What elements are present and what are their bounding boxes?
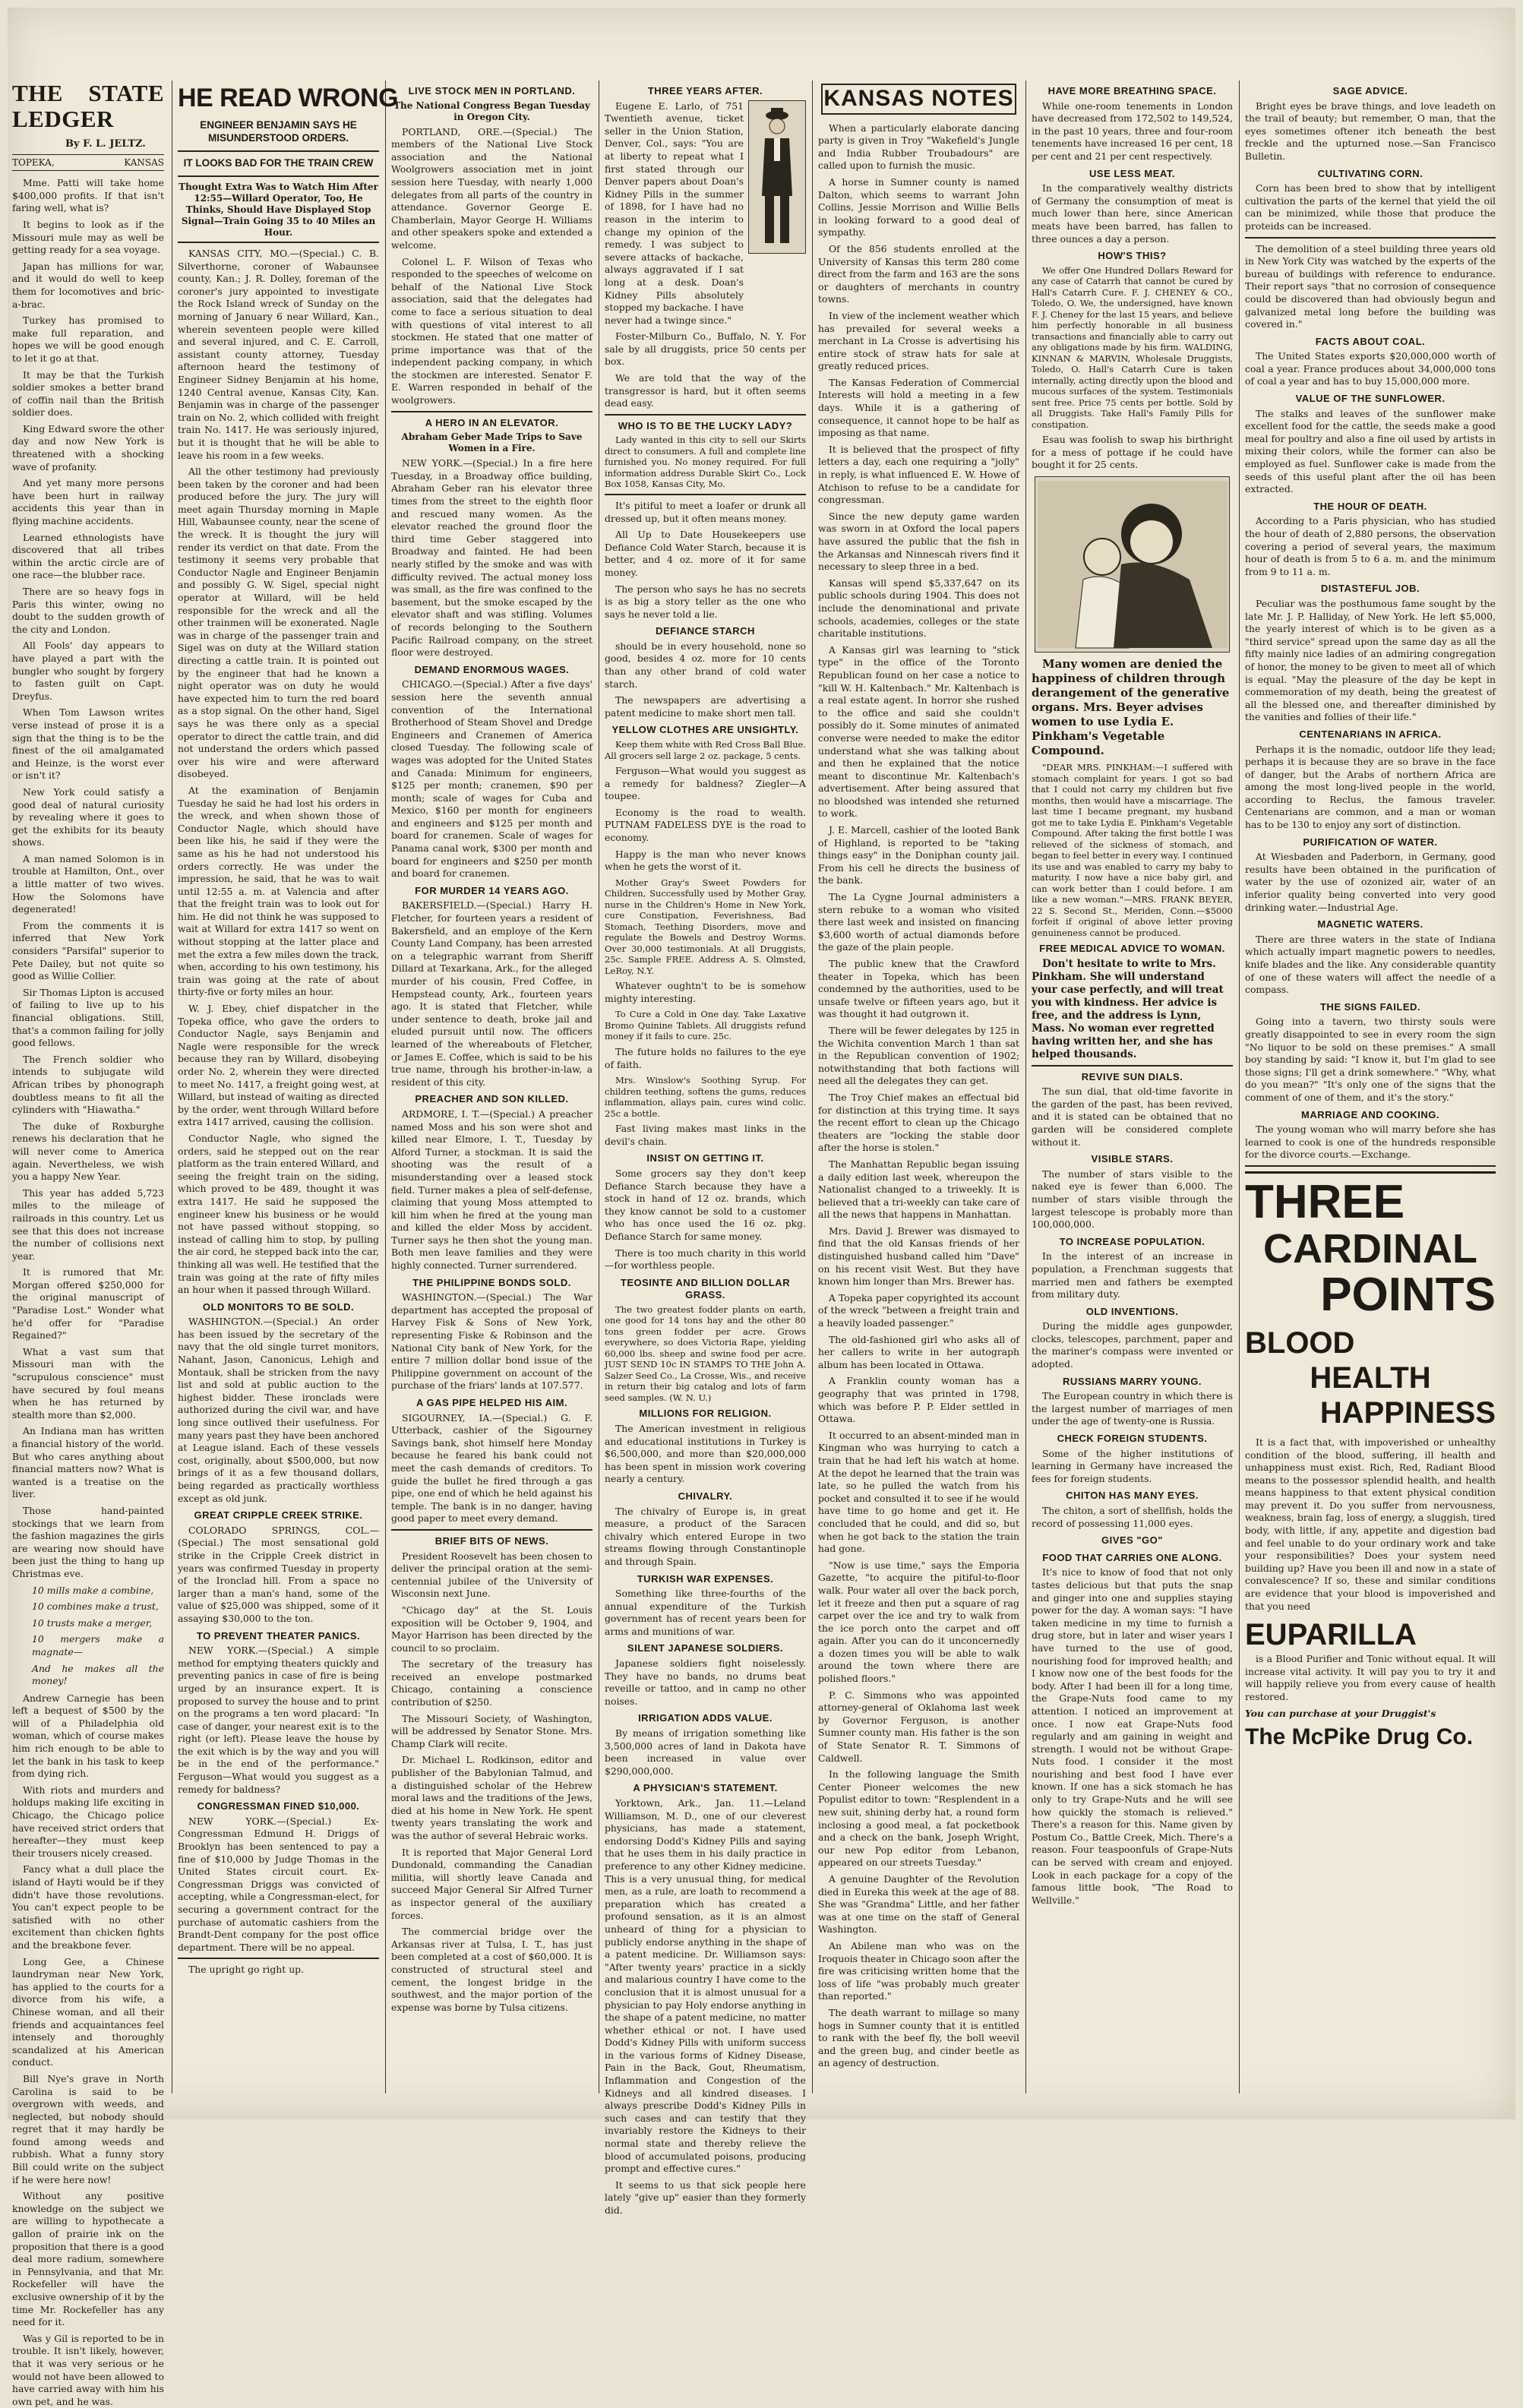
section-title: CENTENARIANS IN AFRICA. [1299, 728, 1442, 740]
ad-company: The McPike Drug Co. [1245, 1724, 1474, 1750]
poem [12, 1585, 164, 1688]
mother-and-child-icon [1038, 481, 1228, 648]
section-body: SIGOURNEY, IA.—(Special.) G. F. Utterback, cashier of the Sigourney Savings bank, shot himself here Monday because he feared his bank could not meet the cash demands of creditors. To guide the bullet he fired through a gas pipe, one end of which he held against his temple. The bank is in no danger, having good paper to meet every demand. [391, 1411, 592, 1525]
paragraph: The La Cygne Journal administers a stern rebuke to a woman who visited there last week and insisted on financing $3,600 worth of actual diamonds before the gaze of the plain people. [818, 891, 1019, 953]
section-title: SAGE ADVICE. [1332, 85, 1408, 96]
column-miscellany [1032, 81, 1233, 2094]
section-body: ARDMORE, I. T.—(Special.) A preacher named Moss and his son were shot and killed near Elmore, I. T., Tuesday by Alford Turner, a stockman. It is said the shooting was the result of a misunderstanding over a leased stock field. Turner makes a plea of self-defense, claiming that young Moss attempted to kill him when he fired at the young man and killed the elder Moss by accident. Turner says he then shot the young man. Both men leave families and they were highly connected. Turner surrendered. [391, 1108, 592, 1272]
brief-item: President Roosevelt has been chosen to deliver the principal oration at the semi-centennial jubilee of the University of Wisconsin next June. [391, 1550, 592, 1600]
section-title: A GAS PIPE HELPED HIS AIM. [416, 1397, 568, 1408]
paragraph: The future holds no failures to the eye of faith. [605, 1045, 806, 1070]
section-body: WASHINGTON.—(Special.) An order has been issued by the secretary of the navy that the old single turret monitors, Nahant, Jason, Canonicus, Lehigh and Montauk, shall be stricken from the navy list and sold at public auction to the highest bidder. These ironclads were authorized during the civil war, and have long since outlived their usefulness. For many years past they have been anchored at League island. Each of these vessels cost, originally, about $500,000, but now brings of it as a few thousand dollars, being regarded as practically worthless except as old junk. [178, 1316, 379, 1504]
section-title: VISIBLE STARS. [1091, 1153, 1174, 1165]
section-title: IRRIGATION ADDS VALUE. [638, 1712, 773, 1724]
section-title: MARRIAGE AND COOKING. [1301, 1108, 1439, 1120]
paragraph: It is rumored that Mr. Morgan offered $250,000 for the original manuscript of "Paradise Lost." Wonder what he'd offer for "Paradise Regained?" [12, 1266, 164, 1341]
paragraph: The Manhattan Republic began issuing a daily edition last week, whereupon the Nationalist changed to a triweekly. It is believed that a tri-weekly can take care of all the news that happens in Manhattan. [818, 1158, 1020, 1221]
paragraph: Long Gee, a Chinese laundryman near New York, has applied to the courts for a divorce from his wife, a Chinese woman, and all their friends and acquaintances feel intensely and thoroughly scandalized at his American conduct. [12, 1955, 164, 2068]
section-title: HOW'S THIS? [1098, 250, 1167, 262]
section-title: THREE YEARS AFTER. [647, 85, 763, 96]
section-title: CULTIVATING CORN. [1317, 167, 1423, 179]
brief-item: Dr. Michael L. Rodkinson, editor and publisher of the Babylonian Talmud, and a distinguished scholar of the Hebrew moral laws and the traditions of the Jews, died at his home in New York. He spent twenty years translating the work and was the author of several Hebraic works. [391, 1754, 592, 1841]
paragraph: In the following language the Smith Center Pioneer welcomes the new Populist editor to town: "Resplendent in a new suit, shining derby hat, a round form inclosing a good meal, a fat pocketbook and a check on the bank, Joseph Wright, our new Pop editor from Lebanon, appeared on our streets Tuesday." [818, 1768, 1019, 1869]
paragraph: At the examination of Benjamin Tuesday he said he had lost his orders in the wreck, and when shown those of Conductor Nagle, which should have been like his, he said if they were the same as his he had not understood his orders correctly. He was under the impression, he said, that he was to wait until 12:55 a. m. at Valencia and after that the freight train was to look out for him. He did not think he was supposed to wait at Willard for extra 1417 so went on without stopping at the latter place and met the extra a few miles down the track, when, according to his own testimony, his train was going at the rate of about thirty-five or forty miles an hour. [178, 784, 379, 998]
paragraph: Sir Thomas Lipton is accused of failing to live up to his financial obligations. Still, that's a common failing for jolly good fellows. [12, 986, 164, 1049]
poem-line: 10 mills make a combine, [32, 1584, 154, 1596]
free-advice-body: Don't hesitate to write to Mrs. Pinkham. She will understand your case perfectly, and will treat you with kindness. Her advice is free, and the address is Lynn, Mass. No woman ever regretted having written her, and she has helped thousands. [1032, 957, 1224, 1060]
section-title: A HERO IN AN ELEVATOR. [425, 416, 559, 428]
ad-body: Mrs. Winslow's Soothing Syrup. For children teething, softens the gums, reduces inflammation, allays pain, cures wind colic. 25c a bottle. [605, 1075, 806, 1119]
section-body: The chivalry of Europe is, in great measure, a product of the Saracen chivalry which entered Europe in two streams flowing through Constantinople and through Spain. [605, 1505, 806, 1567]
dateline-state: KANSAS [124, 156, 164, 168]
section-title: FOOD THAT CARRIES ONE ALONG. [1042, 1551, 1222, 1563]
editorial-paragraphs [12, 177, 164, 1580]
paragraph: Fancy what a dull place the island of Hayti would be if they didn't have those revolutions. You can't expect people to be satisfied with no other excitement than chicken fights and the breakbone fever. [12, 1863, 164, 1951]
paragraph: It seems to us that sick people here lately "give up" easier than they formerly did. [605, 2179, 806, 2216]
paragraph: Andrew Carnegie has been left a bequest of $500 by the will of a Philadelphia old woman, which of course makes him rich enough to be able to let the bank in his task to keep from dying rich. [12, 1692, 164, 1780]
section-title: GIVES "GO" [1101, 1534, 1163, 1547]
section-body: According to a Paris physician, who has studied the hour of death of 2,880 persons, the observation covering a period of several years, the maximum hour of death is from 5 to 6 a. m. and the minimum from 9 to 11 a. m. [1245, 515, 1496, 577]
ad-blood: BLOOD [1245, 1326, 1355, 1360]
section-body: The European country in which there is the largest number of marriages of men under the age of twenty-one is Russia. [1032, 1390, 1233, 1427]
subheadline: ENGINEER BENJAMIN SAYS HE MISUNDERSTOOD ORDERS. [200, 119, 357, 144]
section-body: The United States exports $20,000,000 worth of coal a year. France produces about 34,000,000 tons of coal a year and has to buy 15,000,000 more. [1245, 350, 1496, 387]
section-deck: The National Congress Began Tuesday in Oregon City. [393, 100, 590, 122]
paragraph: It's pitiful to meet a loafer or drunk all dressed up, but it often means money. [605, 499, 806, 524]
paragraph: Conductor Nagle, who signed the orders, said he stepped out on the rear platform as the train entered Willard, and seeing the freight train on the siding, which proved to be 489, thought it was extra 1417. He said he supposed the engineer knew his business or he would not have passed without stopping, so instead of calling him to stop, by pulling the air cord, he stepped back into the car, thinking all was well. He testified that the train was going at the rate of fifty miles an hour when it passed through Willard. [178, 1132, 379, 1296]
byline: By F. L. JELTZ. [65, 138, 146, 150]
ad-body: Mother Gray's Sweet Powders for Children, Successfully used by Mother Gray, nurse in the Children's Home in New York, cure Constipation, Feverishness, Bad Stomach, Teething Disorders, move and regulate the Bowels and Destroy Worms. Over 30,000 testimonials. At all Druggists, 25c. Sample FREE. Address A. S. Olmsted, LeRoy, N.Y. [605, 877, 806, 976]
section-title: THE HOUR OF DEATH. [1313, 500, 1427, 512]
column-he-read-wrong [178, 84, 399, 2097]
paragraph: The French soldier who intends to subjugate wild African tribes by phonograph doubtless means to fit all the cylinders with "Hiawatha." [12, 1053, 164, 1116]
paragraph: The upright go right up. [188, 1964, 305, 1976]
section-title: PURIFICATION OF WATER. [1303, 836, 1438, 848]
section-title: LIVE STOCK MEN IN PORTLAND. [408, 85, 576, 96]
paragraph: The Troy Chief makes an effectual bid for distinction at this trying time. It says the recent effort to clean up the Chicago theaters are "locking the stable door after the horse is stolen." [818, 1091, 1019, 1154]
paragraph: Happy is the man who never knows when he gets the worst of it. [605, 848, 806, 873]
paragraph: KANSAS CITY, MO.—(Special.) C. B. Silverthorne, coroner of Wabaunsee county, Kan.; J. R. Dolley, foreman of the coroner's jury appointed to investigate the Rock Island wreck of Sunday on the morning of January 6 near Willard, Kan., wherein seventeen people were killed and several injured, and C. E. Carroll, assistant county attorney, Tuesday afternoon heard the testimony of Engineer Sidney Benjamin at his home, 1240 Central avenue, Kansas City, Kan. Benjamin was in charge of the passenger train on No. 2, which collided with freight train No. 1417. He was seriously injured, but it is thought that he will be able to leave his room in a few weeks. [178, 248, 379, 461]
section-body: Japanese soldiers fight noiselessly. They have no bands, no drums beat reveille or tattoo, and in camp no other noises. [605, 1657, 806, 1707]
paragraph: There are so heavy fogs in Paris this winter, owing no doubt to the sudden growth of the city and London. [12, 586, 164, 635]
section-body: There are three waters in the state of Indiana which actually impart magnetic powers to needles, knife blades and the like. Any considerable quantity of one of these waters will affect the needle of a compass. [1245, 933, 1496, 996]
section-title: OLD INVENTIONS. [1085, 1305, 1179, 1317]
ad-headline-cardinal: CARDINAL [1263, 1225, 1477, 1272]
paragraph: The newspapers are advertising a patent medicine to make short men tall. [605, 694, 806, 719]
column-state-ledger [12, 80, 164, 2407]
paragraph: Since the new deputy game warden was sworn in at Oxford the local papers have assured the public that the fish in the Arkansas and Ninnescah rivers find it necessary to sleep three in a bed. [818, 510, 1019, 573]
section-body: WASHINGTON.—(Special.) The War department has accepted the proposal of Harvey Fisk & Sons of New York, representing Fiske & Robinson and the National City bank of New York, for the entire 7 million dollar bond issue of the Philippine government on account of the purchase of the friars' lands at 107.577. [391, 1291, 592, 1392]
section-title: INSIST ON GETTING IT. [646, 1152, 764, 1164]
section-title: MAGNETIC WATERS. [1317, 918, 1423, 931]
paragraph: A horse in Sumner county is named Dalton, which seems to warrant John Collins, Jessie Morrison and Willie Bells in looking forward to a good deal of sympathy. [818, 175, 1019, 239]
ad-body: Lady wanted in this city to sell our Skirts direct to consumers. A full and complete line furnished you. No money required. For full information address Durable Skirt Co., Lock Box 1058, Kansas City, Mo. [605, 435, 806, 490]
section-title: THE PHILIPPINE BONDS SOLD. [412, 1276, 571, 1288]
paragraph: Was y Gil is reported to be in trouble. It isn't likely, however, that it was very serious or he would not have been allowed to have carried away with him his own pet, and he was. [12, 2332, 164, 2407]
section-title: YELLOW CLOTHES ARE UNSIGHTLY. [611, 724, 799, 736]
newspaper-page [8, 8, 1515, 2407]
paragraph: It occurred to an absent-minded man in Kingman who was hurrying to catch a train that he had left his watch at home. At the depot he learned that the train was late, so he pulled the watch from his pocket and consulted it to see if he would have time to go home and get it. He concluded that he could, and did so, but when he got back to the station the train had gone. [818, 1429, 1019, 1555]
section-title: VALUE OF THE SUNFLOWER. [1295, 393, 1446, 405]
paragraph: Mme. Patti will take home $400,000 profits. If that isn't faring well, what is? [12, 177, 164, 214]
ad-health: HEALTH [1310, 1360, 1431, 1395]
ad-happiness: HAPPINESS [1319, 1395, 1496, 1430]
paragraph: Eugene E. Larlo, of 751 Twentieth avenue, ticket seller in the Union Station, Denver, Col., says: "You are at liberty to repeat what I first stated through our Denver papers about Doan's Kidney Pills in the summer of 1898, for I have had no reason in the interim to change my opinion of the remedy. I was subject to severe attacks of backache, always aggravated if I sat long at a desk. Doan's Kidney Pills absolutely stopped my backache. I have never had a twinge since." [605, 100, 744, 326]
brief-item: The Missouri Society, of Washington, will be addressed by Senator Stone. Mrs. Champ Clark will recite. [391, 1712, 592, 1749]
section-title: CHITON HAS MANY EYES. [1066, 1490, 1199, 1502]
paragraph: "Now is use time," says the Emporia Gazette, "to acquire the pitiful-to-floor walk. Pour water all over the back porch, let it freeze and then put a square of rag carpet over the ice and try to walk from the ice porch onto the carpet and off again. After you can do it unconcernedly a dozen times you will be able to walk around the town where there are polished floors." [818, 1559, 1019, 1685]
paragraph: When Tom Lawson writes verse instead of prose it is a sign that the thing is to be the finest of the oil amalgamated and Heinze, is the worst ever or isn't it? [12, 706, 164, 782]
section-title: RUSSIANS MARRY YOUNG. [1063, 1375, 1202, 1387]
section-body: Corn has been bred to show that by intelligent cultivation the parts of the kernel that yield the oil can be minimized, while those that produce the proteids can be increased. [1245, 182, 1496, 232]
section-body: It's nice to know of food that not only tastes delicious but that puts the snap and ginger into one and supplies staying power for the day. A woman says: "I have taken medicine in my time to furnish a drug store, but in later and wiser years I have turned to the use of good, nourishing food for improved health; and I know now one of the best foods for the body. After I had been ill for a long time, the Grape-Nuts food came to my attention. I noticed an improvement at once. I now eat Grape-Nuts food regularly and am gaining in weight and strength. I would not be without Grape-Nuts food. I consider it the most nourishing and best food I have ever known. If one has a sick stomach he has only to try Grape-Nuts and he will see how quickly the stomach is relieved." There's a reason for this. Name given by Postum Co., Battle Creek, Mich. There's a reason. Four teaspoonfuls of Grape-Nuts can be served with cream and enjoyed. Look in each package for a copy of the famous little book, "The Road to Wellville." [1032, 1566, 1233, 1906]
paragraph: A man named Solomon is in trouble at Hamilton, Ont., over a little matter of two wives. How the Solomons have degenerated! [12, 852, 164, 915]
section-title: TO INCREASE POPULATION. [1059, 1235, 1205, 1247]
main-headline: HE READ WRONG [178, 84, 399, 112]
paragraph: From the comments it is inferred that New York considers "Parsifal" superior to Pete Dailey, but not quite so good as Willie Collier. [12, 919, 164, 982]
paragraph: A Franklin county woman has a geography that was printed in 1798, which was before P. P. Elder settled in Ottawa. [818, 1375, 1019, 1425]
paragraph: Economy is the road to wealth. PUTNAM FADELESS DYE is the road to economy. [605, 806, 806, 843]
section-title: CONGRESSMAN FINED $10,000. [197, 1800, 360, 1812]
paragraph: The demolition of a steel building three years old in New York City was watched by the experts of the bureau of buildings with reference to endurance. Their report says "that no corrosion of consequence could be discovered than had obviously begun and galvanized metal long before the building was covered in." [1245, 242, 1496, 330]
section-title: GREAT CRIPPLE CREEK STRIKE. [194, 1509, 363, 1522]
poem-line: 10 trusts make a merger, [32, 1616, 153, 1629]
section-title: FACTS ABOUT COAL. [1315, 335, 1426, 347]
paragraph: With riots and murders and holdups making life exciting in Chicago, the Chicago police have received strict orders that hereafter—they must keep their trousers nicely creased. [12, 1784, 164, 1859]
ad-headline-three: THREE [1245, 1175, 1405, 1228]
ad-body: should be in every household, none so good, besides 4 oz. more for 10 cents than any other brand of cold water starch. [605, 640, 806, 690]
kansas-notes-title: KANSAS NOTES [821, 84, 1016, 115]
paragraph: An Abilene man who was on the Iroquois theater in Chicago soon after the fire was criticising written home that the loss of life "was probably much greater than reported." [818, 1939, 1019, 2002]
section-body: While one-room tenements in London have decreased from 172,502 to 149,524, in the past 10 years, three and four-room tenements have increased 16 per cent, 18 per cent and 21 per cent respectively. [1032, 100, 1233, 162]
column-kansas-notes [818, 81, 1019, 2094]
section-title: TEOSINTE AND BILLION DOLLAR GRASS. [620, 1276, 791, 1301]
section-title: DEFIANCE STARCH [656, 625, 755, 637]
ad-purchase-line: You can purchase at your Druggist's [1245, 1707, 1436, 1719]
section-body: NEW YORK.—(Special.) Ex-Congressman Edmund H. Driggs of Brooklyn has been sentenced to pay a fine of $10,000 by Judge Thomas in the United States circuit court. Ex-Congressman Driggs was convicted of accepting, while a Congressman-elect, for securing a government contract for the purchase of automatic cashiers from the Brandt-Dent company for the post office department. There will be no appeal. [178, 1815, 379, 1953]
paragraph: All the other testimony had previously been taken by the coroner and had been produced before the jury. The jury will meet again Thursday morning in Maple Hill, Wabaunsee county, near the scene of the wreck. It is thought the jury will render its verdict on that date. From the testimony it seems very probable that Conductor Nagle and Engineer Benjamin and possibly G. W. Sigel, special night operator at Willard, will be held responsible for the wreck and all the other trainmen will be exonerated. Nagle was in charge of the passenger train and Sigel was on duty at the Willard station directing a cattle train. It is pointed out by the engineer that had he known a night operator was on duty he would have expected him to turn the red board as a stop signal. On the other hand, Sigel says he was there only as a special operator to direct the cattle train, and did not understand the orders which passed over his wire and were afterward disobeyed. [178, 466, 379, 780]
section-title: USE LESS MEAT. [1089, 167, 1175, 179]
man-portrait-icon [754, 105, 800, 249]
paragraph: There is too much charity in this world—for worthless people. [605, 1247, 806, 1272]
paragraph: PORTLAND, ORE.—(Special.) The members of the National Live Stock association and the National Woolgrowers association met in joint session here Tuesday, with nearly 1,000 delegates from all parts of the country in attendance. Governor George E. Chamberlain, Mayor George H. Williams and other speakers spoke and extended a welcome. [391, 125, 592, 251]
subheadline-2: IT LOOKS BAD FOR THE TRAIN CREW [183, 157, 374, 169]
ad-body: Keep them white with Red Cross Ball Blue. All grocers sell large 2 oz. package, 5 cents. [605, 739, 806, 761]
paragraph: The Kansas Federation of Commercial Interests will hold a meeting in a few days. While it is a gathering of consequence, it cannot hope to be half as imposing as that name. [818, 376, 1019, 439]
portrait-illustration [748, 100, 806, 254]
paragraph: Esau was foolish to swap his birthright for a mess of pottage if he could have bought it for 25 cents. [1032, 434, 1233, 471]
brief-item: "Chicago day" at the St. Louis exposition will be October 9, 1904, and Mayor Harrison has been directed by the council to so proclaim. [391, 1604, 592, 1654]
section-body: CHICAGO.—(Special.) After a five days' session here the seventh annual convention of the International Brotherhood of Steam Shovel and Dredge Engineers and Cranemen of America closed Tuesday. The following scale of wages was adopted for the United States and Canada: Minimum for engineers, $125 per month; cranemen, $90 per month; scale of wages for Cuba and Mexico, $160 per month for engineers and engineers and $125 per month and board for cranemen. Scale of wages for Panama canal work, $300 per month and board for engineers and $250 per month and board for cranemen. [391, 678, 592, 880]
paragraph: An Indiana man has written a financial history of the world. But who cares anything about financial matters now? What is wanted is a treatise on the liver. [12, 1425, 164, 1500]
section-body: COLORADO SPRINGS, COL.—(Special.) The most sensational gold strike in the Cripple Creek district in years was confirmed Tuesday in property of the Ironclad hill. From a space no larger than a man's hand, some of the value of $25,000 was shipped, some of it assaying $30,000 to the ton. [178, 1524, 379, 1624]
section-body: The number of stars visible to the naked eye is fewer than 6,000. The number of stars visible through the largest telescope is probably more than 100,000,000. [1032, 1168, 1233, 1231]
paragraph: The public knew that the Crawford theater in Topeka, which has been condemned by the authorities, used to be unsafe twelve or fifteen years ago, but it was thought it had outgrown it. [818, 958, 1019, 1020]
brief-item: The secretary of the treasury has received an envelope postmarked Chicago, containing a conscience contribution of $250. [391, 1658, 592, 1708]
section-body: Perhaps it is the nomadic, outdoor life they lead; perhaps it is because they are so brave in the face of danger, but the Arabs of northern Africa are among the most long-lived people in the world, according to Reclus, the famous traveler. Centenarians are common, and a man or woman has to be 130 to enjoy any sort of distinction. [1245, 743, 1496, 831]
section-title: OLD MONITORS TO BE SOLD. [202, 1300, 355, 1313]
poem-line: And he makes all the money! [32, 1662, 164, 1687]
section-title: REVIVE SUN DIALS. [1081, 1070, 1183, 1082]
column-live-stock [391, 81, 592, 2094]
brief-item: The commercial bridge over the Arkansas river at Tulsa, I. T., has just been completed at a cost of $60,000. It is constructed of structural steel and cement, the longest bridge in the southwest, and the major portion of the expense was borne by Tulsa citizens. [391, 1926, 592, 2013]
paragraph: W. J. Ebey, chief dispatcher in the Topeka office, who gave the orders to Conductor Nagle, says Benjamin and Nagle were responsible for the wreck because they ran by Willard, disobeying order No. 2, wherein they were directed to meet No. 1417, a freight going west, at Willard, but instead of waiting as directed by the order, went through Willard before extra 1417 arrived, causing the collision. [178, 1003, 379, 1128]
section-body: In the interest of an increase in population, a Frenchman suggests that married men and fathers be exempted from military duty. [1032, 1250, 1233, 1300]
section-title: DEMAND ENORMOUS WAGES. [414, 663, 570, 675]
poem-line: 10 combines make a trust, [32, 1601, 159, 1613]
column-three-years-after [605, 81, 806, 2216]
paragraph: This year has added 5,723 miles to the mileage of railroads in this country. Let us see that this does not increase the number of collisions next year. [12, 1187, 164, 1262]
paragraph: Learned ethnologists have discovered that all tribes within the arctic circle are of one race—the blubber race. [12, 531, 164, 581]
paragraph: Bill Nye's grave in North Carolina is said to be overgrown with weeds, and neglected, but nobody should regret that it may hardly be found among weeds and rubbish. What a funny story Bill could write on the subject if he were here now! [12, 2072, 164, 2185]
paragraph: The duke of Roxburghe renews his declaration that he will never come to America again. Nevertheless, we wish you a happy New Year. [12, 1120, 164, 1183]
section-title: CHECK FOREIGN STUDENTS. [1057, 1433, 1208, 1445]
section-body: NEW YORK.—(Special.) A simple method for emptying theaters quickly and preventing panics in case of fire is being urged by an insurance expert. It is proposed to survey the house and to print on the programs a ten word placard: "In case of danger, your nearest exit is to the right (or left). Please leave the house by the exit which is by the way and you will be in the end of the performance." Ferguson—What would you suggest as a remedy for baldness? [178, 1645, 379, 1795]
ad-product-name: EUPARILLA [1245, 1618, 1417, 1652]
paragraph: It may be that the Turkish soldier smokes a better brand of coffin nail than the British soldier does. [12, 368, 164, 419]
section-body: Some grocers say they don't keep Defiance Starch because they have a stock in hand of 12 oz. brands, which they know cannot be sold to a customer who has once used the 16 oz. pkg. Defiance Starch for same money. [605, 1167, 806, 1242]
section-body: The two greatest fodder plants on earth, one good for 14 tons hay and the other 80 tons green fodder per acre. Grows everywhere, so does Victoria Rape, yielding 60,000 lbs. sheep and swine food per acre. JUST SEND 10c IN STAMPS TO THE John A. Salzer Seed Co., La Crosse, Wis., and receive in return their big catalog and lots of farm seed samples. (W. N. U.) [605, 1304, 806, 1403]
section-body: Some of the higher institutions of learning in Germany have increased the fees for foreign students. [1032, 1447, 1233, 1484]
paragraph: Ferguson—What would you suggest as a remedy for baldness? Ziegler—A toupee. [605, 765, 806, 802]
paragraph: P. C. Simmons who was appointed attorney-general of Oklahoma last week by Governor Ferguson, is another Sumner county man. His father is the son of State Senator R. T. Simmons of Caldwell. [818, 1689, 1019, 1764]
section-title: THE SIGNS FAILED. [1319, 1000, 1420, 1013]
paragraph: Japan has millions for war, and it would do well to keep them for locomotives and bric-a-brac. [12, 260, 164, 310]
section-title: A PHYSICIAN'S STATEMENT. [633, 1782, 778, 1794]
paragraph: New York could satisfy a good deal of natural curiosity by revealing where it goes to get the exhibits for its beauty shows. [12, 785, 164, 848]
paragraph: Foster-Milburn Co., Buffalo, N. Y. For sale by all druggists, price 50 cents per box. [605, 330, 806, 368]
paragraph: It begins to look as if the Missouri mule may as well be getting ready for a sea voyage. [12, 218, 164, 256]
paragraph: Fast living makes mast links in the devil's chain. [605, 1123, 806, 1147]
pinkham-caption: Many women are denied the happiness of children through derangement of the generative organs. Mrs. Beyer advises women to use Lydia E. Pinkham's Vegetable Compound. [1032, 657, 1230, 757]
section-title: FREE MEDICAL ADVICE TO WOMAN. [1039, 943, 1225, 954]
paragraph: There will be fewer delegates by 125 in the Wichita convention March 1 than sat in the Republican convention of 1902; notwithstanding that both factions will need all the delegates they can get. [818, 1024, 1019, 1087]
section-body: At Wiesbaden and Paderborn, in Germany, good results have been obtained in the purification of water by the use of ozonized air, water of an inferior quality being converted into very good drinking water.—Industrial Age. [1245, 851, 1496, 913]
section-title: BRIEF BITS OF NEWS. [434, 1534, 549, 1547]
section-body: NEW YORK.—(Special.) In a fire here Tuesday, in a Broadway office building, Abraham Geber ran his elevator three times from the street to the eighth floor and rescued many women. As the elevator reached the ground floor the third time Geber staggered into Broadway and fainted. He had been nearly stifled by the smoke and was with difficulty revived. The actual money loss was small, as the fire was confined to the basement, but the smoke escaped by the elevator shaft and was stifling. Volumes of records belonging to the Southern Pacific Railroad company, on the street floor were destroyed. [391, 457, 592, 659]
section-title: FOR MURDER 14 YEARS AGO. [415, 884, 569, 896]
paragraph: Kansas will spend $5,337,647 on its public schools during 1904. This does not include the denominational and private schools, academies, colleges or the state charitable institutions. [818, 577, 1019, 640]
section-body: BAKERSFIELD.—(Special.) Harry H. Fletcher, for fourteen years a resident of Bakersfield, and an employe of the Kern County Land Company, has been arrested on a telegraphic warrant from Sheriff Dillard at Texarkana, Ark., for the alleged murder of his cousin, Fred Coffee, in Hempstead county, Ark., fourteen years ago. It is stated that Fletcher, while under sentence to death, broke jail and eluded pursuit until now. The officers learned of the whereabouts of Fletcher, or James E. Coffee, which is said to be his true name, through his brother-in-law, a resident of this city. [391, 899, 592, 1088]
section-title: WHO IS TO BE THE LUCKY LADY? [618, 419, 793, 431]
paragraph: When a particularly elaborate dancing party is given in Troy "Wakefield's Jungle and India Rubber Troubadours" are called upon to furnish the music. [818, 122, 1019, 172]
dateline [12, 154, 164, 172]
paragraph: A Topeka paper copyrighted its account of the wreck "between a freight train and a heavily loaded passenger." [818, 1291, 1019, 1329]
section-body: During the middle ages gunpowder, clocks, telescopes, parchment, paper and the mariner's compass were invented or adopted. [1032, 1320, 1233, 1370]
ad-body: It is a fact that, with impoverished or unhealthy condition of the blood, suffering, ill health and unhappiness must exist. Rich, Red, Radiant Blood means to the possessor splendid health, and health means happiness to that extent physical condition may prevent it. Do you suffer from nervousness, weakness, brain fag, loss of energy, a sluggish, tired body, with little, if any, appetite and digestion bad and feel unable to do your ordinary work and take your responsibilities? Does your system need building up? Have you been ill and now in a state of convalescence? If so, these and similar conditions are evidence that your blood is impoverished and that you need [1245, 1436, 1496, 1612]
section-title: MILLIONS FOR RELIGION. [639, 1408, 772, 1420]
section-body: Bright eyes be brave things, and love leadeth on the trail of beauty; but remember, O man, that the eyes sometimes oftener itch beneath the best freckle and the upturned nose.—San Francisco Bulletin. [1245, 100, 1496, 162]
paragraph: And yet many more persons have been hurt in railway accidents this year than in flying machine accidents. [12, 477, 164, 527]
paragraph: Mrs. David J. Brewer was dismayed to find that the old Kansas friends of her distinguished husband called him "Dave" on his recent visit West. But they have known him longer than Mrs. Brewer has. [818, 1225, 1019, 1288]
paragraph: Colonel L. F. Wilson of Texas who responded to the speeches of welcome on behalf of the National Live Stock association, said that the delegates had come to face a serious situation to deal with questions of vital interest to all stockmen. He stated that one matter of prime importance was that of the independent packing company, in which the stockmen are interested. Senator F. E. Warren responded in behalf of the woolgrowers. [391, 255, 592, 406]
headline-deck: Thought Extra Was to Watch Him After 12:55—Willard Operator, Too, He Thinks, Should Have Displayed Stop Signal—Train Going 35 to 40 Miles an Hour. [179, 182, 378, 238]
paragraph: The old-fashioned girl who asks all of her callers to write in her autograph album has been located in Ottawa. [818, 1333, 1019, 1370]
ad-body: To Cure a Cold in One day. Take Laxative Bromo Quinine Tablets. All druggists refund money if it fails to cure. 25c. [605, 1009, 806, 1042]
ad-product-body: is a Blood Purifier and Tonic without equal. It will increase vital activity. It will pay you to try it and will happily relieve you from every cause of health restored. [1245, 1653, 1496, 1702]
paragraph: A genuine Daughter of the Revolution died in Eureka this week at the age of 88. She was "Grandma" Little, and her father was at one time on the staff of General Washington. [818, 1872, 1019, 1936]
masthead: THE STATE LEDGER [12, 80, 164, 132]
section-body: The stalks and leaves of the sunflower make excellent food for the cattle, the seeds make a good meal for poultry and also a fine oil used by artists in mixing their colors, while the former can also be employed as fuel. Sunflower cake is made from the seeds of this useful plant after the oil has been extracted. [1245, 407, 1496, 495]
paragraph: Whatever oughtn't to be is somehow mighty interesting. [605, 980, 806, 1004]
section-title: CHIVALRY. [678, 1490, 733, 1502]
section-title: DISTASTEFUL JOB. [1320, 583, 1420, 595]
section-deck: Abraham Geber Made Trips to Save Women in a Fire. [401, 431, 583, 454]
paragraph: Without any positive knowledge on the subject we are willing to hypothecate a gallon of prairie ink on the proposition that there is a good deal more radium, somewhere in Pennsylvania, and that Mr. Rockefeller will have the exclusive ownership of it by the time Mr. Rockefeller has any need for it. [12, 2190, 164, 2328]
section-body: Something like three-fourths of the annual expenditure of the Turkish government has of recent years been for arms and munitions of war. [605, 1588, 806, 1637]
section-title: PREACHER AND SON KILLED. [415, 1093, 569, 1105]
ad-headline-points: POINTS [1320, 1268, 1496, 1321]
section-title: HAVE MORE BREATHING SPACE. [1047, 85, 1217, 96]
paragraph: All Fools' day appears to have played a part with the bungler who sought by forgery to fasten guilt on Capt. Dreyfus. [12, 640, 164, 702]
paragraph: Turkey has promised to make full reparation, and hopes we will be good enough to let it go at that. [12, 314, 164, 364]
paragraph: J. E. Marcell, cashier of the looted Bank of Highland, is reported to be "taking things easy" in the Doniphan county jail. From his cell he directs the business of the bank. [818, 824, 1019, 886]
section-body: The chiton, a sort of shellfish, holds the record of possessing 11,000 eyes. [1032, 1505, 1233, 1529]
dateline-place: TOPEKA, [12, 156, 55, 168]
paragraph: Those hand-painted stockings that we learn from the fashion magazines the girls are wearing now should have been just the thing to hang up Christmas eve. [12, 1504, 164, 1579]
paragraph: All Up to Date Housekeepers use Defiance Cold Water Starch, because it is better, and 4 oz. more of it for same money. [605, 529, 806, 578]
paragraph: In view of the inclement weather which has prevailed for several weeks a merchant in La Crosse is advertising his entire stock of straw hats for sale at greatly reduced prices. [818, 309, 1019, 372]
section-title: TO PREVENT THEATER PANICS. [196, 1629, 361, 1642]
paragraph: Of the 856 students enrolled at the University of Kansas this term 280 come direct from the farm and 163 are the sons or daughters of merchants in country towns. [818, 242, 1019, 305]
paragraph: A Kansas girl was learning to "stick type" in the office of the Toronto Republican found on her case a notice to "kill W. H. Kaltenbach." Mr. Kaltenbach is a real estate agent. In horror she rushed to the office and said she couldn't possibly do it. Some minutes of animated converse were needed to make the editor understand what she was talking about and then he explained that the notice meant to discontinue Mr. Kaltenbach's advertisement. After being assured that no bloodshed was intended she returned to work. [818, 643, 1019, 820]
paragraph: It is believed that the prospect of fifty letters a day, each one requiring a "jolly" in reply, is what influenced E. W. Howe of Atchison to refuse to be a candidate for congressman. [818, 443, 1019, 506]
brief-item: It is reported that Major General Lord Dundonald, commanding the Canadian militia, will shortly leave Canada and succeed Major General Sir Alfred Turner as inspector general of the auxiliary forces. [391, 1846, 592, 1921]
section-body: The sun dial, that old-time favorite in the garden of the past, has been revived, and it is stated can be obtained that no garden will be considered complete without it. [1032, 1085, 1233, 1148]
paragraph: The death warrant to millage so many hogs in Sumner county that it is entitled to rank with the beef fly, the boll weevil and the green bug, and cinder beetle as an agency of destruction. [818, 2006, 1019, 2069]
section-body: The young woman who will marry before she has learned to cook is one of the hundreds responsible for the divorce courts.—Exchange. [1245, 1123, 1496, 1161]
ad-body: We offer One Hundred Dollars Reward for any case of Catarrh that cannot be cured by Hall's Catarrh Cure. F. J. CHENEY & CO., Toledo, O. We, the undersigned, have known F. J. Cheney for the last 15 years, and believe him perfectly honorable in all business transactions and financially able to carry out any obligations made by his firm. WALDING, KINNAN & MARVIN, Wholesale Druggists, Toledo, O. Hall's Catarrh Cure is taken internally, acting directly upon the blood and mucous surfaces of the system. Testimonials sent free. Price 75 cents per bottle. Sold by all Druggists. Take Hall's Family Pills for constipation. [1032, 264, 1233, 430]
section-body: By means of irrigation something like 3,500,000 acres of land in Dakota have been increased in value over $290,000,000. [605, 1727, 806, 1777]
section-body: Yorktown, Ark., Jan. 11.—Leland Williamson, M. D., one of our cleverest physicians, has made a statement, endorsing Dodd's Kidney Pills and saying that he uses them in his daily practice in preference to any other Kidney medicine. This is a very unusual thing, for medical men, as a rule, are loath to recommend a preparation which has created a profound sensation, as it is an almost unheard of thing for a physician to publicly endorse anything in the shape of a patent medicine. Dr. Williamson says: "After twenty years' practice in a sickly and malarious country I have come to the conclusion that it is almost unusual for a physician to pay Holy endorse anything in the shape of a patent medicine, no matter whether ethical or not. I have used Dodd's Kidney Pills with uniform success in the various forms of Kidney Disease, Pain in the Back, Gout, Rheumatism, Inflammation and Congestion of the Kidneys and all kindred diseases. I always prescribe Dodd's Kidney Pills in such cases and can testify that they invariably restore the Kidneys to their normal state and thereby relieve the blood of accumulated poisons, producing prompt and effective cures." [605, 1797, 806, 2175]
poem-line: 10 mergers make a magnate— [32, 1633, 164, 1657]
paragraph: King Edward swore the other day and now New York is threatened with a shocking wave of profanity. [12, 422, 164, 472]
euparilla-advertisement [1245, 1171, 1496, 1751]
paragraph: What a vast sum that Missouri man with the "scrupulous conscience" must have secured by foul means when he has returned by stealth more than $2,000. [12, 1345, 164, 1420]
section-title: SILENT JAPANESE SOLDIERS. [627, 1642, 784, 1654]
paragraph: We are told that the way of the transgressor is hard, but it often seems dead easy. [605, 372, 806, 409]
section-body: Going into a tavern, two thirsty souls were greatly disappointed to see in every room the sign "No liquor to be sold on these premises." A small boy standing by said: "I know it, but I'm glad to see those signs; I'll get a drink somewhere." "Why, what do you mean?" "It's only one of the signs that the comment of one of them, and it's the story." [1245, 1016, 1496, 1103]
pinkham-letter: "DEAR MRS. PINKHAM:—I suffered with stomach complaint for years. I got so bad that I could not carry my children but five months, then would have a miscarriage. The last time I became pregnant, my husband got me to take Lydia E. Pinkham's Vegetable Compound. After taking the first bottle I was relieved of the sickness of stomach, and began to feel better in every way. I continued its use and was enabled to carry my baby to maturity. I now have a nice baby girl, and can work better than I could before. I am like a new woman."—MRS. FRANK BEYER, 22 S. Second St., Meriden, Conn.—$5000 forfeit if original of above letter proving genuineness cannot be produced. [1032, 762, 1233, 938]
section-body: Peculiar was the posthumous fame sought by the late Mr. J. P. Halliday, of New York. He left $5,000, the yearly interest of which is to be given as a "third service" spread upon the same day as all the fifty mainly nice ladies of an admiring congregation of honor, the money to be given to meet all of which is equal. "May the pleasure of the day be kept in commemoration of my death, being the greatest of all the blessed one, and thereafter diminished by the vanities and follies of their life." [1245, 597, 1496, 723]
paragraph: The person who says he has no secrets is as big a story teller as the one who says he never told a lie. [605, 583, 806, 620]
section-title: TURKISH WAR EXPENSES. [637, 1572, 774, 1585]
section-body: In the comparatively wealthy districts of Germany the consumption of meat is much lower than here, since American meats have been barred, has fallen to three ounces a day a person. [1032, 182, 1233, 245]
mother-child-illustration [1035, 476, 1230, 653]
section-body: The American investment in religious and educational institutions in Turkey is $6,500,000, and more than $20,000,000 has been spent in mission work covering nearly a century. [605, 1422, 806, 1485]
column-sage-advice [1245, 81, 1496, 2094]
